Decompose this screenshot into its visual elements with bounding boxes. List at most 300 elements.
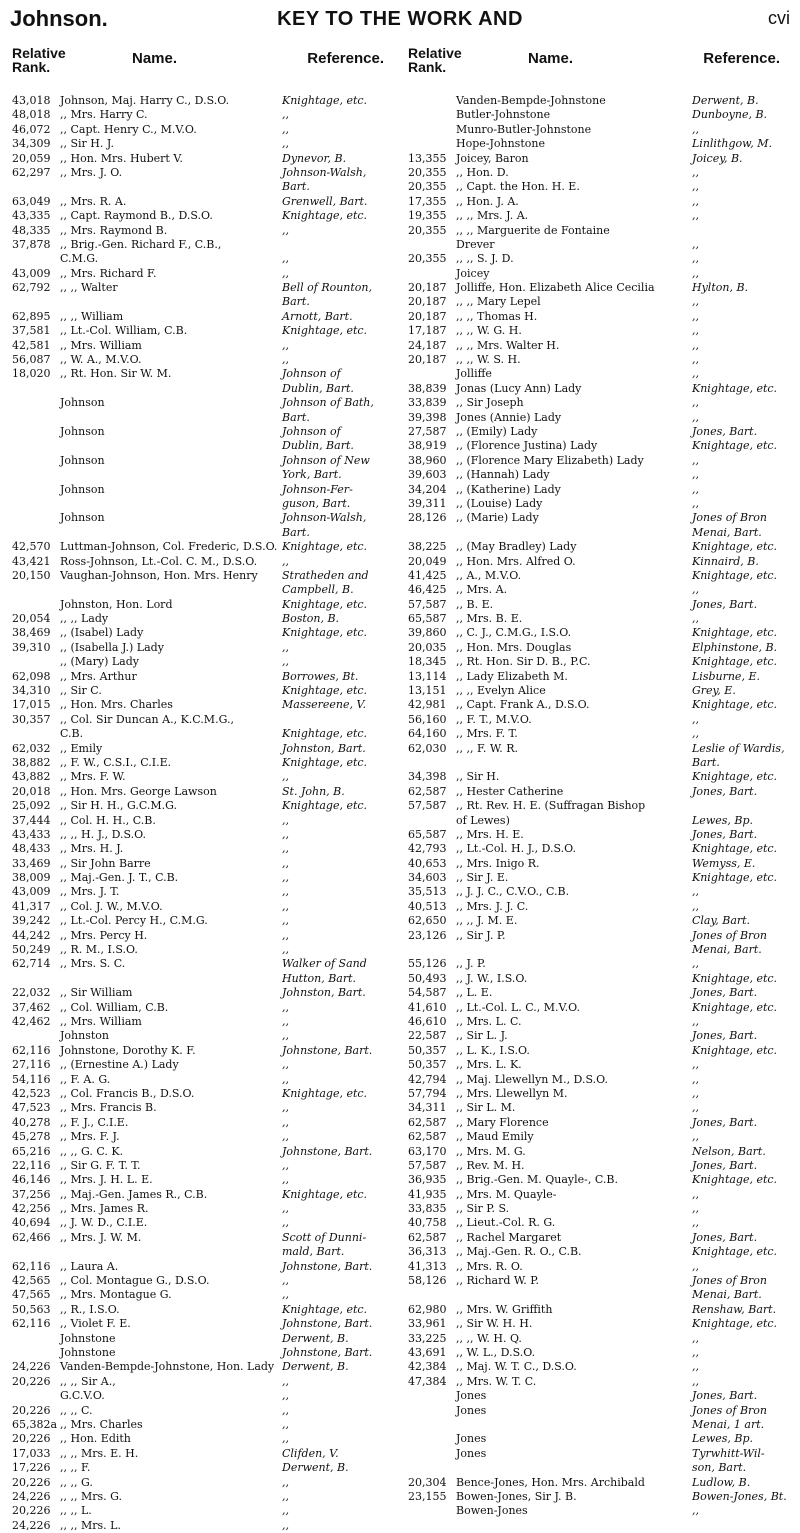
relative-rank: 39,242 bbox=[12, 914, 51, 928]
entry-reference: ,, bbox=[282, 252, 289, 266]
entry-row bbox=[408, 1317, 790, 1331]
entry-name: ,, Maj.-Gen. James R., C.B. bbox=[60, 1187, 208, 1201]
entry-reference: Bart. bbox=[692, 755, 720, 769]
reference-heading: Reference. bbox=[703, 50, 780, 67]
entry-reference: ,, bbox=[282, 1158, 289, 1172]
entry-reference: Clifden, V. bbox=[282, 1446, 339, 1460]
entry-reference: Bell of Rounton, bbox=[282, 281, 373, 295]
entry-name: ,, Mrs. F. T. bbox=[456, 727, 518, 741]
relative-rank: 20,226 bbox=[12, 1374, 51, 1388]
entry-reference: ,, bbox=[692, 353, 699, 367]
entry-reference: son, Bart. bbox=[692, 1461, 747, 1475]
entry-reference: ,, bbox=[692, 1187, 699, 1201]
entry-reference: Knightage, etc. bbox=[692, 655, 778, 669]
entry-name: ,, (Isabella J.) Lady bbox=[60, 640, 164, 654]
entry-row bbox=[408, 655, 790, 669]
entry-row bbox=[12, 1389, 394, 1403]
entry-reference: ,, bbox=[282, 122, 289, 136]
entry-name: ,, Hon. D. bbox=[456, 165, 509, 179]
entry-reference: Knightage, etc. bbox=[692, 971, 778, 985]
relative-rank: 33,225 bbox=[408, 1331, 447, 1345]
entry-reference: Knightage, etc. bbox=[282, 799, 368, 813]
entry-name: G.C.V.O. bbox=[60, 1389, 105, 1403]
entry-row bbox=[12, 425, 394, 439]
rank-heading: Relative Rank. bbox=[12, 45, 66, 75]
entry-name: Vanden-Bempde-Johnstone bbox=[456, 94, 606, 107]
entry-row bbox=[12, 1461, 394, 1475]
entry-name: ,, Lt.-Col. Percy H., C.M.G. bbox=[60, 914, 208, 928]
relative-rank: 20,355 bbox=[408, 165, 447, 179]
entry-row bbox=[408, 929, 790, 943]
entry-reference: Knightage, etc. bbox=[282, 597, 368, 611]
entry-reference: ,, bbox=[692, 396, 699, 410]
entry-reference: ,, bbox=[282, 223, 289, 237]
entry-reference: Knightage, etc. bbox=[282, 727, 368, 741]
entry-reference: ,, bbox=[282, 928, 289, 942]
entry-name: ,, Lt.-Col. William, C.B. bbox=[60, 324, 188, 338]
entry-row bbox=[408, 1303, 790, 1317]
relative-rank: 24,226 bbox=[12, 1518, 51, 1532]
relative-rank: 50,249 bbox=[12, 943, 51, 957]
entry-row bbox=[408, 986, 790, 1000]
entry-name: ,, Rt. Hon. Sir D. B., P.C. bbox=[456, 655, 591, 669]
entry-reference: ,, bbox=[692, 1202, 699, 1216]
entry-reference: Knightage, etc. bbox=[692, 1000, 778, 1014]
entry-name: Vaughan-Johnson, Hon. Mrs. Henry bbox=[60, 568, 258, 582]
entry-reference: ,, bbox=[282, 1173, 289, 1187]
entry-row bbox=[12, 655, 394, 669]
entry-reference: Johnson-Walsh, bbox=[282, 511, 367, 525]
entry-reference: ,, bbox=[692, 324, 699, 338]
entry-name: ,, (Ernestine A.) Lady bbox=[60, 1058, 179, 1072]
entry-row bbox=[408, 123, 790, 137]
entry-row bbox=[408, 1360, 790, 1374]
entry-name: ,, J. J. C., C.V.O., C.B. bbox=[456, 885, 570, 899]
entry-reference: York, Bart. bbox=[282, 468, 342, 482]
entry-reference: Grey, E. bbox=[692, 684, 736, 698]
relative-rank: 65,587 bbox=[408, 612, 447, 626]
entry-name: ,, F. A. G. bbox=[60, 1072, 111, 1086]
entry-name: ,, Mrs. Harry C. bbox=[60, 108, 148, 122]
entry-name: ,, ,, F. bbox=[60, 1461, 91, 1475]
entry-row bbox=[12, 1029, 394, 1043]
entry-reference: Hutton, Bart. bbox=[282, 971, 357, 985]
entry-row bbox=[408, 281, 790, 295]
entry-reference: Jones, Bart. bbox=[692, 424, 758, 438]
entry-row bbox=[408, 583, 790, 597]
entry-reference: Wemyss, E. bbox=[692, 856, 756, 870]
page-header bbox=[10, 6, 790, 34]
entry-name: ,, ,, C. bbox=[60, 1403, 93, 1417]
entry-name: ,, Mrs. Montague G. bbox=[60, 1288, 172, 1302]
relative-rank: 65,216 bbox=[12, 1144, 51, 1158]
entry-reference: guson, Bart. bbox=[282, 496, 351, 510]
entry-reference: Stratheden and bbox=[282, 568, 369, 582]
entry-row bbox=[12, 1447, 394, 1461]
relative-rank: 54,116 bbox=[12, 1072, 51, 1086]
entry-row bbox=[12, 612, 394, 626]
relative-rank: 41,317 bbox=[12, 899, 51, 913]
relative-rank: 34,311 bbox=[408, 1101, 447, 1115]
entry-row bbox=[12, 1404, 394, 1418]
entry-row bbox=[12, 454, 394, 468]
entry-row bbox=[408, 799, 790, 813]
entry-name: Johnson bbox=[60, 482, 105, 496]
entry-reference: Jones, Bart. bbox=[692, 986, 758, 1000]
entry-name: ,, Col. William, C.B. bbox=[60, 1000, 169, 1014]
entry-reference: ,, bbox=[282, 1058, 289, 1072]
relative-rank: 43,691 bbox=[408, 1345, 447, 1359]
entry-reference: ,, bbox=[692, 1086, 699, 1100]
relative-rank: 50,357 bbox=[408, 1043, 447, 1057]
entry-name: ,, J. W. D., C.I.E. bbox=[60, 1216, 148, 1230]
entry-row bbox=[12, 483, 394, 497]
entry-name: Joicey bbox=[456, 266, 490, 280]
entry-name: ,, ,, Mrs. L. bbox=[60, 1518, 121, 1532]
entry-reference: Borrowes, Bt. bbox=[282, 669, 359, 683]
entry-name: Johnson, Maj. Harry C., D.S.O. bbox=[60, 94, 230, 107]
entry-reference: Linlithgow, M. bbox=[692, 137, 772, 151]
entry-name: ,, Hon. Edith bbox=[60, 1432, 131, 1446]
entry-name: ,, Mrs. Inigo R. bbox=[456, 856, 540, 870]
entry-name: ,, ,, J. M. E. bbox=[456, 914, 518, 928]
entry-row bbox=[12, 871, 394, 885]
relative-rank: 42,384 bbox=[408, 1360, 447, 1374]
entry-reference: Jones, Bart. bbox=[692, 827, 758, 841]
entry-name: ,, Mrs. Charles bbox=[60, 1417, 143, 1431]
entry-row bbox=[408, 339, 790, 353]
relative-rank: 38,960 bbox=[408, 453, 447, 467]
entry-name: ,, F. T., M.V.O. bbox=[456, 712, 532, 726]
entry-name: ,, Lt.-Col. H. J., D.S.O. bbox=[456, 842, 577, 856]
relative-rank: 58,126 bbox=[408, 1274, 447, 1288]
entry-reference: Knightage, etc. bbox=[692, 842, 778, 856]
entry-reference: Walker of Sand bbox=[282, 957, 367, 971]
entry-name: ,, Hon. Mrs. Hubert V. bbox=[60, 151, 183, 165]
entry-reference: ,, bbox=[282, 1015, 289, 1028]
entry-row bbox=[408, 914, 790, 928]
entry-row bbox=[12, 814, 394, 828]
entry-row bbox=[12, 986, 394, 1000]
entry-row bbox=[12, 1245, 394, 1259]
entry-row bbox=[408, 1159, 790, 1173]
entry-name: ,, Mrs. J. W. M. bbox=[60, 1230, 142, 1244]
relative-rank: 39,860 bbox=[408, 626, 447, 640]
entry-reference: ,, bbox=[692, 899, 699, 913]
entry-name: ,, Rt. Hon. Sir W. M. bbox=[60, 367, 172, 381]
entry-reference: ,, bbox=[692, 209, 699, 223]
entry-row bbox=[12, 799, 394, 813]
entry-reference: Knightage, etc. bbox=[282, 324, 368, 338]
entry-row bbox=[408, 1145, 790, 1159]
entry-name: ,, Mrs. J. H. L. E. bbox=[60, 1173, 153, 1187]
entry-reference: Johnston, Bart. bbox=[282, 741, 366, 755]
entry-row bbox=[408, 626, 790, 640]
entry-row bbox=[408, 1346, 790, 1360]
entry-name: ,, C. J., C.M.G., I.S.O. bbox=[456, 626, 572, 640]
entry-name: ,, Mrs. L. C. bbox=[456, 1015, 522, 1028]
relative-rank: 39,398 bbox=[408, 410, 447, 424]
name-heading: Name. bbox=[132, 50, 178, 67]
relative-rank: 42,981 bbox=[408, 698, 447, 712]
entry-row bbox=[408, 526, 790, 540]
relative-rank: 42,462 bbox=[12, 1015, 51, 1028]
relative-rank: 40,758 bbox=[408, 1216, 447, 1230]
entry-row bbox=[408, 454, 790, 468]
entry-reference: ,, bbox=[282, 943, 289, 957]
entry-name: ,, ,, Sir A., bbox=[60, 1374, 116, 1388]
entry-reference: ,, bbox=[282, 640, 289, 654]
entry-reference: ,, bbox=[282, 914, 289, 928]
entry-row bbox=[408, 367, 790, 381]
entry-name: ,, Rt. Rev. H. E. (Suffragan Bishop bbox=[456, 799, 646, 813]
entry-reference: Knightage, etc. bbox=[282, 209, 368, 223]
entry-row bbox=[12, 929, 394, 943]
entry-name: ,, Mrs. W. Griffith bbox=[456, 1302, 553, 1316]
entry-reference: ,, bbox=[692, 1259, 699, 1273]
relative-rank: 30,357 bbox=[12, 712, 51, 726]
entry-row bbox=[408, 713, 790, 727]
entry-name: ,, Col. Francis B., D.S.O. bbox=[60, 1086, 195, 1100]
entry-row bbox=[408, 468, 790, 482]
entry-row bbox=[408, 1476, 790, 1490]
entry-reference: ,, bbox=[692, 165, 699, 179]
entry-row bbox=[408, 785, 790, 799]
entry-name: ,, ,, W. G. H. bbox=[456, 324, 522, 338]
relative-rank: 34,309 bbox=[12, 137, 51, 151]
entry-row bbox=[408, 267, 790, 281]
entry-reference: Lewes, Bp. bbox=[692, 1432, 753, 1446]
entry-reference: ,, bbox=[282, 137, 289, 151]
entry-reference: ,, bbox=[692, 957, 699, 971]
entry-row bbox=[12, 353, 394, 367]
entry-row bbox=[12, 209, 394, 223]
entry-name: ,, Laura A. bbox=[60, 1259, 119, 1273]
relative-rank: 42,794 bbox=[408, 1072, 447, 1086]
entry-name: Jonas (Lucy Ann) Lady bbox=[456, 381, 582, 395]
relative-rank: 43,009 bbox=[12, 885, 51, 899]
entry-row bbox=[12, 310, 394, 324]
entry-row bbox=[12, 684, 394, 698]
entry-reference: Johnson of New bbox=[282, 453, 370, 467]
entry-name: ,, F. W., C.S.I., C.I.E. bbox=[60, 755, 172, 769]
entry-reference: ,, bbox=[692, 1504, 699, 1518]
entry-name: Johnston bbox=[60, 1029, 109, 1043]
entry-row bbox=[12, 857, 394, 871]
entry-reference: Knightage, etc. bbox=[692, 1043, 778, 1057]
entry-row bbox=[408, 770, 790, 784]
entry-row bbox=[12, 1231, 394, 1245]
entry-reference: Johnson of Bath, bbox=[282, 396, 374, 410]
entry-name: ,, Capt. Henry C., M.V.O. bbox=[60, 122, 197, 136]
entry-name: ,, Sir L. J. bbox=[456, 1029, 508, 1043]
relative-rank: 42,581 bbox=[12, 338, 51, 352]
entry-reference: ,, bbox=[282, 1029, 289, 1043]
entry-reference: Jones, Bart. bbox=[692, 784, 758, 798]
entry-reference: ,, bbox=[692, 1101, 699, 1115]
entry-reference: Jones, Bart. bbox=[692, 597, 758, 611]
relative-rank: 63,049 bbox=[12, 194, 51, 208]
relative-rank: 36,313 bbox=[408, 1245, 447, 1259]
entry-row bbox=[408, 1375, 790, 1389]
entry-row bbox=[12, 1432, 394, 1446]
entry-row bbox=[12, 511, 394, 525]
entry-reference: ,, bbox=[282, 1000, 289, 1014]
entry-reference: ,, bbox=[692, 367, 699, 381]
entry-reference: ,, bbox=[692, 583, 699, 597]
relative-rank: 13,355 bbox=[408, 151, 447, 165]
entry-reference: Dynevor, B. bbox=[282, 151, 347, 165]
entry-name: ,, ,, Mary Lepel bbox=[456, 295, 541, 309]
relative-rank: 20,187 bbox=[408, 353, 447, 367]
entry-reference: ,, bbox=[692, 712, 699, 726]
entry-name: ,, (Hannah) Lady bbox=[456, 468, 550, 482]
entry-row bbox=[408, 1029, 790, 1043]
entry-reference: Johnstone, Bart. bbox=[282, 1043, 373, 1057]
relative-rank: 62,650 bbox=[408, 914, 447, 928]
entry-reference: ,, bbox=[692, 410, 699, 424]
relative-rank: 62,116 bbox=[12, 1043, 51, 1057]
entry-row bbox=[12, 972, 394, 986]
relative-rank: 65,382a bbox=[12, 1417, 58, 1431]
entry-name: ,, ,, G. bbox=[60, 1475, 93, 1489]
entry-reference: Bart. bbox=[282, 295, 310, 309]
entry-reference: Lewes, Bp. bbox=[692, 813, 753, 827]
entry-reference: Jones, Bart. bbox=[692, 1115, 758, 1129]
relative-rank: 36,935 bbox=[408, 1173, 447, 1187]
relative-rank: 34,310 bbox=[12, 684, 51, 698]
relative-rank: 20,035 bbox=[408, 640, 447, 654]
entry-reference: ,, bbox=[692, 496, 699, 510]
entry-name: ,, ,, L. bbox=[60, 1504, 92, 1518]
entry-reference: ,, bbox=[282, 899, 289, 913]
relative-rank: 62,587 bbox=[408, 1130, 447, 1144]
entry-name: ,, Hon. Mrs. Alfred O. bbox=[456, 554, 576, 568]
entry-reference: ,, bbox=[282, 1489, 289, 1503]
entry-reference: Knightage, etc. bbox=[692, 540, 778, 554]
entry-name: ,, Richard W. P. bbox=[456, 1274, 539, 1288]
entry-reference: Campbell, B. bbox=[282, 583, 354, 597]
relative-rank: 62,466 bbox=[12, 1230, 51, 1244]
entry-name: ,, Mrs. J. J. C. bbox=[456, 899, 529, 913]
entry-reference: Derwent, B. bbox=[282, 1331, 349, 1345]
entry-reference: Jones, Bart. bbox=[692, 1158, 758, 1172]
entry-row bbox=[12, 1015, 394, 1029]
entry-name: Johnson bbox=[60, 453, 105, 467]
relative-rank: 27,587 bbox=[408, 424, 447, 438]
entry-row bbox=[408, 1202, 790, 1216]
entry-reference: Johnson of bbox=[282, 424, 341, 438]
entry-name: C.M.G. bbox=[60, 252, 99, 266]
entry-row bbox=[408, 828, 790, 842]
entry-reference: Dunboyne, B. bbox=[692, 108, 768, 122]
entry-row bbox=[408, 1058, 790, 1072]
entry-name: Jones bbox=[456, 1389, 487, 1403]
entry-name: ,, Mrs. James R. bbox=[60, 1202, 149, 1216]
entry-reference: ,, bbox=[282, 554, 289, 568]
relative-rank: 57,587 bbox=[408, 597, 447, 611]
entry-row bbox=[12, 267, 394, 281]
relative-rank: 40,278 bbox=[12, 1115, 51, 1129]
entry-row bbox=[408, 1231, 790, 1245]
entry-row bbox=[408, 598, 790, 612]
entry-row bbox=[408, 1101, 790, 1115]
entry-row bbox=[408, 252, 790, 266]
relative-rank: 38,839 bbox=[408, 381, 447, 395]
entry-row bbox=[12, 526, 394, 540]
entry-reference: Grenwell, Bart. bbox=[282, 194, 368, 208]
entry-reference: ,, bbox=[282, 655, 289, 669]
entry-name: ,, L. K., I.S.O. bbox=[456, 1043, 530, 1057]
entry-row bbox=[12, 468, 394, 482]
entry-name: Jolliffe bbox=[456, 367, 492, 381]
entry-name: ,, Col. Montague G., D.S.O. bbox=[60, 1274, 210, 1288]
entry-name: of Lewes) bbox=[456, 813, 510, 827]
relative-rank: 42,523 bbox=[12, 1086, 51, 1100]
entry-row bbox=[12, 914, 394, 928]
entry-row bbox=[408, 742, 790, 756]
entry-name: ,, ,, Marguerite de Fontaine bbox=[456, 223, 610, 237]
relative-rank: 17,355 bbox=[408, 194, 447, 208]
relative-rank: 20,355 bbox=[408, 252, 447, 266]
relative-rank: 62,792 bbox=[12, 281, 51, 295]
entry-reference: Bowen-Jones, Bt. bbox=[692, 1489, 787, 1503]
entry-name: ,, Mrs. A. bbox=[456, 583, 508, 597]
relative-rank: 57,587 bbox=[408, 1158, 447, 1172]
entry-reference: Johnstone, Bart. bbox=[282, 1144, 373, 1158]
entry-reference: Knightage, etc. bbox=[282, 684, 368, 698]
entry-row bbox=[12, 943, 394, 957]
relative-rank: 40,513 bbox=[408, 899, 447, 913]
entry-name: ,, L. E. bbox=[456, 986, 493, 1000]
entry-name: ,, Sir William bbox=[60, 986, 133, 1000]
relative-rank: 24,187 bbox=[408, 338, 447, 352]
entry-row bbox=[12, 1317, 394, 1331]
entry-name: C.B. bbox=[60, 727, 84, 741]
entry-reference: ,, bbox=[282, 856, 289, 870]
entry-row bbox=[12, 339, 394, 353]
entry-reference: Bart. bbox=[282, 180, 310, 194]
entry-row bbox=[408, 943, 790, 957]
relative-rank: 50,493 bbox=[408, 971, 447, 985]
entry-row bbox=[408, 396, 790, 410]
entry-row bbox=[408, 324, 790, 338]
entry-name: ,, Mrs. S. C. bbox=[60, 957, 126, 971]
entry-name: Johnston, Hon. Lord bbox=[60, 597, 173, 611]
entry-name: ,, R. M., I.S.O. bbox=[60, 943, 138, 957]
entry-row bbox=[12, 1116, 394, 1130]
relative-rank: 41,425 bbox=[408, 568, 447, 582]
entry-name: ,, F. J., C.I.E. bbox=[60, 1115, 129, 1129]
entry-reference: Jones of Bron bbox=[692, 928, 768, 942]
entry-name: ,, Rachel Margaret bbox=[456, 1230, 562, 1244]
entry-reference: St. John, B. bbox=[282, 784, 345, 798]
entry-reference: ,, bbox=[282, 1115, 289, 1129]
entry-row bbox=[12, 1288, 394, 1302]
entry-reference: Dublin, Bart. bbox=[282, 439, 354, 453]
entry-name: ,, Capt. Raymond B., D.S.O. bbox=[60, 209, 213, 223]
entry-reference: Knightage, etc. bbox=[692, 770, 778, 784]
entry-reference: mald, Bart. bbox=[282, 1245, 345, 1259]
relative-rank: 22,116 bbox=[12, 1158, 51, 1172]
entry-reference: ,, bbox=[692, 1360, 699, 1374]
relative-rank: 46,610 bbox=[408, 1015, 447, 1028]
entry-reference: Bart. bbox=[282, 525, 310, 539]
entry-row bbox=[12, 1216, 394, 1230]
entry-row bbox=[408, 108, 790, 122]
relative-rank: 42,570 bbox=[12, 540, 51, 554]
relative-rank: 13,114 bbox=[408, 669, 447, 683]
